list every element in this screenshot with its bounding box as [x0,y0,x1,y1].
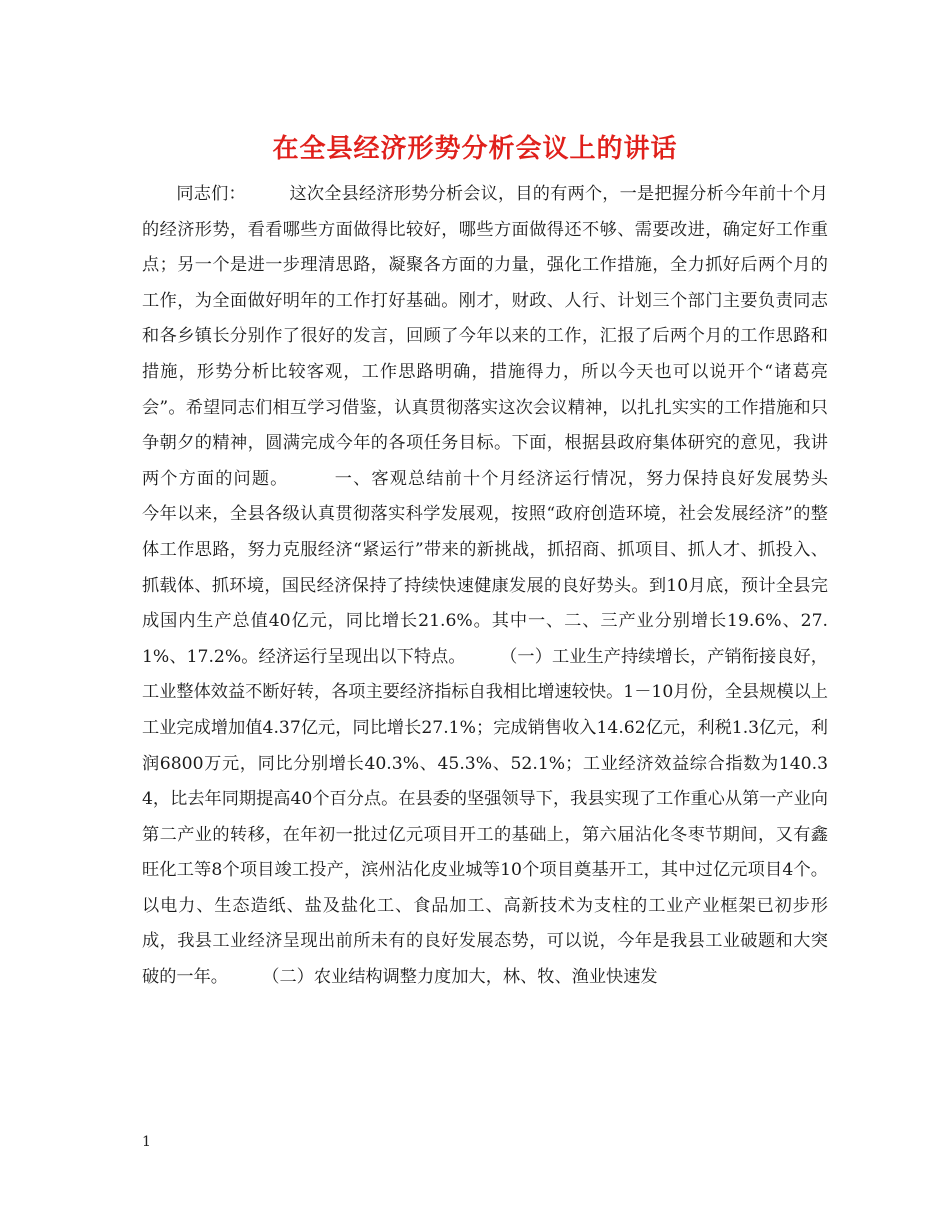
page-number: 1 [142,1134,151,1150]
speech-body-text: 同志们： 这次全县经济形势分析会议，目的有两个，一是把握分析今年前十个月的经济形势，看看哪些方面做得比较好，哪些方面做得还不够、需要改进，确定好工作重点；另一个是进一步理清思路，凝聚各方面的力量，强化工作措施，全力抓好后两个月的工作，为全面做好明年的工作打好基础。刚才，财政、人行、计划三个部门主要负责同志和各乡镇长分别作了很好的发言，回顾了今年以来的工作，汇报了后两个月的工作思路和措施，形势分析比较客观，工作思路明确，措施得力，所以今天也可以说开个“诸葛亮会”。希望同志们相互学习借鉴，认真贯彻落实这次会议精神，以扎扎实实的工作措施和只争朝夕的精神，圆满完成今年的各项任务目标。下面，根据县政府集体研究的意见，我讲两个方面的问题。 一、客观总结前十个月经济运行情况，努力保持良好发展势头 今年以来，全县各级认真贯彻落实科学发展观，按照“政府创造环境，社会发展经济”的整体工作思路，努力克服经济“紧运行”带来的新挑战，抓招商、抓项目、抓人才、抓投入、抓载体、抓环境，国民经济保持了持续快速健康发展的良好势头。到10月底，预计全县完成国内生产总值40亿元，同比增长21.6%。其中一、二、三产业分别增长19.6%、27.1%、17.2%。经济运行呈现出以下特点。 （一）工业生产持续增长，产销衔接良好，工业整体效益不断好转，各项主要经济指标自我相比增速较快。1－10月份，全县规模以上工业完成增加值4.37亿元，同比增长27.1%；完成销售收入14.62亿元，利税1.3亿元，利润6800万元，同比分别增长40.3%、45.3%、52.1%；工业经济效益综合指数为140.34，比去年同期提高40个百分点。在县委的坚强领导下，我县实现了工作重心从第一产业向第二产业的转移，在年初一批过亿元项目开工的基础上，第六届沾化冬枣节期间，又有鑫旺化工等8个项目竣工投产，滨州沾化皮业城等10个项目奠基开工，其中过亿元项目4个。以电力、生态造纸、盐及盐化工、食品加工、高新技术为支柱的工业产业框架已初步形成，我县工业经济呈现出前所未有的良好发展态势，可以说，今年是我县工业破题和大突破的一年。 （二）农业结构调整力度加大，林、牧、渔业快速发 [142,184,880,988]
document-title: 在全县经济形势分析会议上的讲话 [272,134,678,164]
